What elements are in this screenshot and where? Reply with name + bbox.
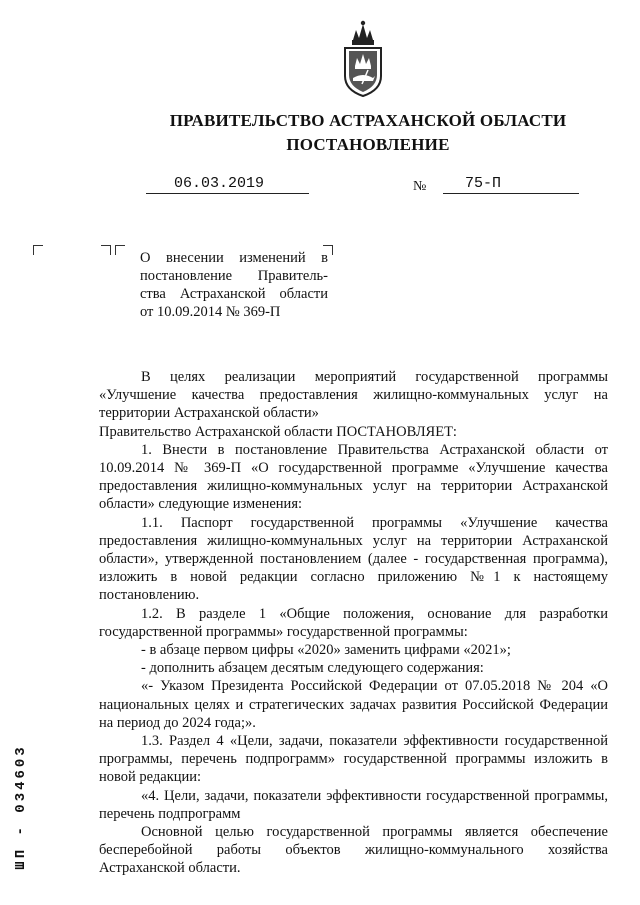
body-paragraph: - в абзаце первом цифры «2020» заменить цифрами «2021»; <box>141 642 511 659</box>
form-serial-code <box>12 742 30 872</box>
subject-line: О внесении изменений в <box>140 250 328 266</box>
government-title: ПРАВИТЕЛЬСТВО АСТРАХАНСКОЙ ОБЛАСТИ <box>169 111 567 130</box>
document-date: 06.03.2019 <box>174 175 265 192</box>
astrakhan-coat-of-arms-icon <box>340 18 386 98</box>
date-field <box>146 175 309 194</box>
document-type-title: ПОСТАНОВЛЕНИЕ <box>286 135 450 154</box>
corner-mark <box>33 245 43 255</box>
number-sign: № <box>413 179 427 194</box>
body-paragraph: 1. Внести в постановление Правительства Астраханской области от 10.09.2014 № 369-П «О государственной программе «Улучшение качества предоставления жилищно-коммунальных услуг на территории Астраханской области» следующие изменения: <box>99 441 608 513</box>
corner-mark <box>101 245 111 255</box>
body-paragraph: «- Указом Президента Российской Федерации от 07.05.2018 № 204 «О национальных целях и стратегических задачах развития Российской Федерации на период до 2024 года;». <box>99 678 608 731</box>
subject-line: постановление Правитель- <box>140 268 328 284</box>
document-body <box>99 368 608 878</box>
body-paragraph: 1.2. В разделе 1 «Общие положения, основание для разработки государственной программы» государственной программы: <box>99 605 608 640</box>
body-paragraph: - дополнить абзацем десятым следующего содержания: <box>141 660 484 677</box>
body-paragraph: В целях реализации мероприятий государственной программы «Улучшение качества предоставления жилищно-коммунальных услуг на территории Астраханской области» <box>99 369 608 422</box>
corner-mark <box>115 245 125 255</box>
subject-line: ства Астраханской области <box>140 286 328 302</box>
body-paragraph: 1.1. Паспорт государственной программы «Улучшение качества предоставления жилищно-коммунальных услуг на территории Астраханской области», утвержденной постановлением (далее - государственная программа), изложить в новой редакции согласно приложению №1 к настоящему постановлению. <box>99 514 608 604</box>
document-subject <box>140 249 328 321</box>
body-paragraph: «4. Цели, задачи, показатели эффективности государственной программы, перечень подпрограмм <box>99 787 608 822</box>
form-serial-text: ШП - 034603 <box>13 744 29 870</box>
body-paragraph: 1.3. Раздел 4 «Цели, задачи, показатели эффективности государственной программы, перечень подпрограмм» государственной программы изложить в новой редакции: <box>99 733 608 786</box>
document-number: 75-П <box>465 175 502 192</box>
body-paragraph: Правительство Астраханской области ПОСТАНОВЛЯЕТ: <box>99 423 457 440</box>
number-field <box>443 175 579 194</box>
body-paragraph: Основной целью государственной программы является обеспечение бесперебойной работы объектов жилищно-коммунального хозяйства Астраханской области. <box>99 824 608 877</box>
subject-line: от 10.09.2014 № 369-П <box>140 304 281 320</box>
